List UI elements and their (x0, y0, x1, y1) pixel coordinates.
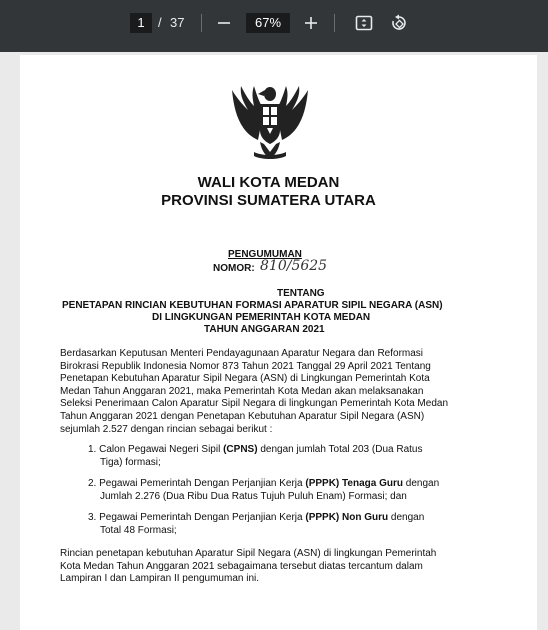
list-bold-text: (PPPK) Non Guru (305, 512, 389, 523)
paragraph-line: Kota Medan Tahun Anggaran 2021 sebagaimana tersebut diatas tercantum dalam (60, 560, 423, 572)
title-line-2: PROVINSI SUMATERA UTARA (161, 192, 376, 209)
paragraph-line: Lampiran I dan Lampiran II pengumuman ini. (60, 573, 260, 585)
list-text: Pegawai Pemerintah Dengan Perjanjian Kerja (99, 478, 306, 489)
document-page (20, 55, 537, 630)
title-line-1: WALI KOTA MEDAN (197, 174, 340, 191)
list-bold-text: (CPNS) (223, 444, 258, 455)
zoom-level-input[interactable]: 67% (246, 13, 290, 33)
paragraph-line: Rincian penetapan kebutuhan Aparatur Sipil Negara (ASN) di lingkungan Pemerintah (60, 548, 437, 559)
about-heading: TENTANG (277, 288, 325, 299)
page-number-input[interactable]: 1 (130, 13, 152, 33)
paragraph-line: Berdasarkan Keputusan Menteri Pendayagunaan Aparatur Negara dan Reformasi (60, 348, 424, 359)
list-text-line-2: Tiga) formasi; (100, 456, 161, 468)
subject-line-3: TAHUN ANGGARAN 2021 (204, 324, 325, 335)
pdf-toolbar (0, 0, 548, 52)
list-text: Pegawai Pemerintah Dengan Perjanjian Kerja (99, 512, 306, 523)
list-item (88, 512, 424, 537)
list-text: dengan (402, 478, 440, 489)
paragraph-line: Seleksi Penerimaan Calon Aparatur Sipil Negara di lingkungan Pemerintah Kota Medan (60, 398, 449, 410)
intro-paragraph (60, 348, 448, 436)
list-number: 3. (88, 512, 97, 523)
list-text-line-2: Total 48 Formasi; (100, 524, 177, 536)
fit-page-icon[interactable] (351, 10, 377, 36)
rotate-icon[interactable] (386, 10, 412, 36)
paragraph-line: Birokrasi Republik Indonesia Nomor 873 Tahun 2021 Tanggal 29 April 2021 Tentang (60, 360, 431, 372)
zoom-out-icon[interactable] (211, 10, 237, 36)
handwritten-number: 810/5625 (260, 258, 328, 274)
garuda-emblem-icon (230, 82, 310, 162)
list-item (88, 478, 439, 503)
toolbar-divider (334, 14, 335, 32)
list-item (88, 444, 422, 469)
subject-line-1: PENETAPAN RINCIAN KEBUTUHAN FORMASI APARATUR SIPIL NEGARA (ASN) (62, 300, 443, 311)
paragraph-line: Medan Tahun Anggaran 2021, maka Pemerintah Kota Medan akan melaksanakan (60, 385, 424, 397)
list-number: 2. (88, 478, 97, 489)
list-text: dengan jumlah Total 203 (Dua Ratus (257, 444, 423, 455)
list-number: 1. (88, 444, 97, 455)
list-text-line-2: Jumlah 2.276 (Dua Ribu Dua Ratus Tujuh Puluh Enam) Formasi; dan (100, 490, 407, 502)
page-total: 37 (170, 15, 185, 30)
number-label: NOMOR: (213, 263, 255, 274)
toolbar-divider (201, 14, 202, 32)
announcement-heading: PENGUMUMAN (228, 249, 302, 260)
list-text: Calon Pegawai Negeri Sipil (99, 444, 224, 455)
closing-paragraph (60, 548, 436, 586)
subject-line-2: DI LINGKUNGAN PEMERINTAH KOTA MEDAN (152, 312, 371, 323)
paragraph-line: Tahun Anggaran 2021 dengan Penetapan Kebutuhan Aparatur Sipil Negara (ASN) (60, 410, 425, 422)
list-bold-text: (PPPK) Tenaga Guru (305, 478, 403, 489)
list-text: dengan (388, 512, 425, 523)
page-separator: / (158, 15, 162, 30)
paragraph-line: Penetapan Kebutuhan Aparatur Sipil Negara (ASN) di Lingkungan Pemerintah Kota (60, 373, 430, 385)
zoom-in-icon[interactable] (298, 10, 324, 36)
paragraph-line: sejumlah 2.527 dengan rincian sebagai berikut : (60, 423, 273, 435)
